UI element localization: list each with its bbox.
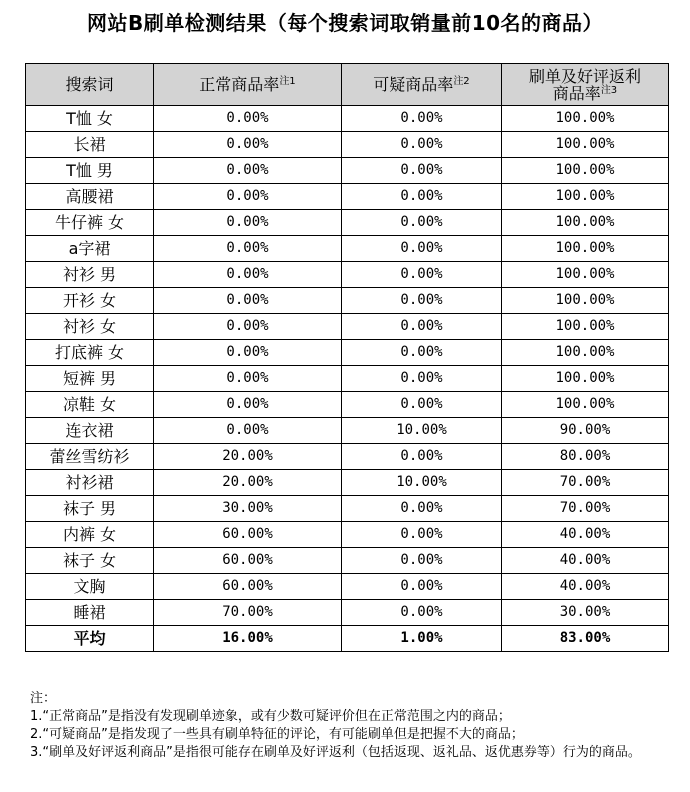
fraud-rate-cell: 70.00%: [502, 470, 669, 496]
keyword-cell: 蕾丝雪纺衫: [26, 444, 154, 470]
normal-rate-cell: 0.00%: [154, 236, 342, 262]
normal-rate-cell: 0.00%: [154, 106, 342, 132]
fraud-rate-cell: 80.00%: [502, 444, 669, 470]
header-normal-rate: 正常商品率$^{注1}$: [154, 64, 342, 106]
table-row: [26, 158, 669, 184]
table-row: [26, 262, 669, 288]
normal-rate-cell: 30.00%: [154, 496, 342, 522]
keyword-cell: 高腰裙: [26, 184, 154, 210]
table-row: [26, 314, 669, 340]
table-row: [26, 132, 669, 158]
keyword-cell: 衬衫 男: [26, 262, 154, 288]
keyword-cell: 牛仔裤 女: [26, 210, 154, 236]
average-keyword-cell: 平均: [26, 626, 154, 652]
table-row: [26, 392, 669, 418]
suspicious-rate-cell: 0.00%: [342, 366, 502, 392]
suspicious-rate-cell: 0.00%: [342, 340, 502, 366]
suspicious-rate-cell: 0.00%: [342, 522, 502, 548]
fraud-rate-cell: 100.00%: [502, 184, 669, 210]
suspicious-rate-cell: 0.00%: [342, 210, 502, 236]
average-suspicious-rate-cell: 1.00%: [342, 626, 502, 652]
keyword-cell: 文胸: [26, 574, 154, 600]
footnote-marker-2: 注2: [453, 76, 470, 87]
fraud-rate-cell: 100.00%: [502, 158, 669, 184]
fraud-rate-cell: 30.00%: [502, 600, 669, 626]
suspicious-rate-cell: 0.00%: [342, 574, 502, 600]
average-normal-rate-cell: 16.00%: [154, 626, 342, 652]
footnote-1: 1.“正常商品”是指没有发现刷单迹象，或有少数可疑评价但在正常范围之内的商品；: [30, 709, 511, 724]
fraud-rate-cell: 100.00%: [502, 262, 669, 288]
fraud-rate-cell: 100.00%: [502, 288, 669, 314]
footnotes-heading: 注：: [30, 691, 57, 706]
keyword-cell: a字裙: [26, 236, 154, 262]
suspicious-rate-cell: 0.00%: [342, 496, 502, 522]
keyword-cell: 内裤 女: [26, 522, 154, 548]
fraud-rate-cell: 100.00%: [502, 366, 669, 392]
suspicious-rate-cell: 0.00%: [342, 600, 502, 626]
suspicious-rate-cell: 10.00%: [342, 470, 502, 496]
fraud-rate-cell: 40.00%: [502, 548, 669, 574]
fraud-rate-cell: 100.00%: [502, 236, 669, 262]
suspicious-rate-cell: 0.00%: [342, 184, 502, 210]
suspicious-rate-cell: 0.00%: [342, 288, 502, 314]
normal-rate-cell: 60.00%: [154, 574, 342, 600]
normal-rate-cell: 20.00%: [154, 444, 342, 470]
table-row: [26, 106, 669, 132]
normal-rate-cell: 0.00%: [154, 262, 342, 288]
table-header-row: [26, 64, 669, 106]
suspicious-rate-cell: 0.00%: [342, 392, 502, 418]
average-row: [26, 626, 669, 652]
suspicious-rate-cell: 0.00%: [342, 132, 502, 158]
normal-rate-cell: 0.00%: [154, 158, 342, 184]
fraud-rate-cell: 100.00%: [502, 314, 669, 340]
normal-rate-cell: 0.00%: [154, 210, 342, 236]
fraud-rate-cell: 40.00%: [502, 522, 669, 548]
table-row: [26, 366, 669, 392]
normal-rate-cell: 60.00%: [154, 522, 342, 548]
keyword-cell: 衬衫 女: [26, 314, 154, 340]
normal-rate-cell: 0.00%: [154, 132, 342, 158]
fraud-rate-cell: 70.00%: [502, 496, 669, 522]
table-row: [26, 418, 669, 444]
header-keyword: 搜索词: [26, 64, 154, 106]
keyword-cell: T恤 女: [26, 106, 154, 132]
keyword-cell: 凉鞋 女: [26, 392, 154, 418]
fraud-rate-cell: 100.00%: [502, 392, 669, 418]
fraud-rate-cell: 40.00%: [502, 574, 669, 600]
footnote-marker-3: 注3: [600, 84, 618, 96]
suspicious-rate-cell: 0.00%: [342, 106, 502, 132]
table-row: [26, 340, 669, 366]
normal-rate-cell: 0.00%: [154, 340, 342, 366]
keyword-cell: T恤 男: [26, 158, 154, 184]
normal-rate-cell: 0.00%: [154, 418, 342, 444]
keyword-cell: 袜子 女: [26, 548, 154, 574]
page-title: 网站B刷单检测结果（每个搜索词取销量前10名的商品）: [86, 11, 604, 35]
suspicious-rate-cell: 0.00%: [342, 262, 502, 288]
suspicious-rate-cell: 0.00%: [342, 236, 502, 262]
results-table: [25, 63, 669, 652]
normal-rate-cell: 60.00%: [154, 548, 342, 574]
footnotes: [30, 690, 680, 762]
normal-rate-cell: 0.00%: [154, 314, 342, 340]
table-row: [26, 470, 669, 496]
table-row: [26, 522, 669, 548]
keyword-cell: 打底裤 女: [26, 340, 154, 366]
suspicious-rate-cell: 0.00%: [342, 548, 502, 574]
table-row: [26, 288, 669, 314]
table-row: [26, 600, 669, 626]
normal-rate-cell: 0.00%: [154, 184, 342, 210]
table-row: [26, 496, 669, 522]
fraud-rate-cell: 90.00%: [502, 418, 669, 444]
fraud-rate-cell: 100.00%: [502, 340, 669, 366]
keyword-cell: 开衫 女: [26, 288, 154, 314]
normal-rate-cell: 0.00%: [154, 366, 342, 392]
table-row: [26, 236, 669, 262]
keyword-cell: 短裤 男: [26, 366, 154, 392]
table-row: [26, 548, 669, 574]
footnote-2: 2.“可疑商品”是指发现了一些具有刷单特征的评论，有可能刷单但是把握不大的商品；: [30, 727, 524, 742]
keyword-cell: 睡裙: [26, 600, 154, 626]
keyword-cell: 长裙: [26, 132, 154, 158]
keyword-cell: 连衣裙: [26, 418, 154, 444]
table-row: [26, 574, 669, 600]
footnote-3: 3.“刷单及好评返利商品”是指很可能存在刷单及好评返利（包括返现、返礼品、返优惠券等）行为的商品。: [30, 745, 641, 760]
normal-rate-cell: 70.00%: [154, 600, 342, 626]
keyword-cell: 袜子 男: [26, 496, 154, 522]
suspicious-rate-cell: 0.00%: [342, 158, 502, 184]
normal-rate-cell: 0.00%: [154, 288, 342, 314]
suspicious-rate-cell: 10.00%: [342, 418, 502, 444]
table-row: [26, 184, 669, 210]
fraud-rate-cell: 100.00%: [502, 210, 669, 236]
table-row: [26, 444, 669, 470]
keyword-cell: 衬衫裙: [26, 470, 154, 496]
suspicious-rate-cell: 0.00%: [342, 444, 502, 470]
footnote-marker-1: 注1: [279, 76, 296, 87]
average-fraud-rate-cell: 83.00%: [502, 626, 669, 652]
suspicious-rate-cell: 0.00%: [342, 314, 502, 340]
table-row: [26, 210, 669, 236]
normal-rate-cell: 0.00%: [154, 392, 342, 418]
normal-rate-cell: 20.00%: [154, 470, 342, 496]
fraud-rate-cell: 100.00%: [502, 132, 669, 158]
header-suspicious-rate: 可疑商品率$^{注2}$: [342, 64, 502, 106]
header-fraud-rate: 刷单及好评返利 商品率$^{注3}$: [502, 64, 669, 106]
fraud-rate-cell: 100.00%: [502, 106, 669, 132]
